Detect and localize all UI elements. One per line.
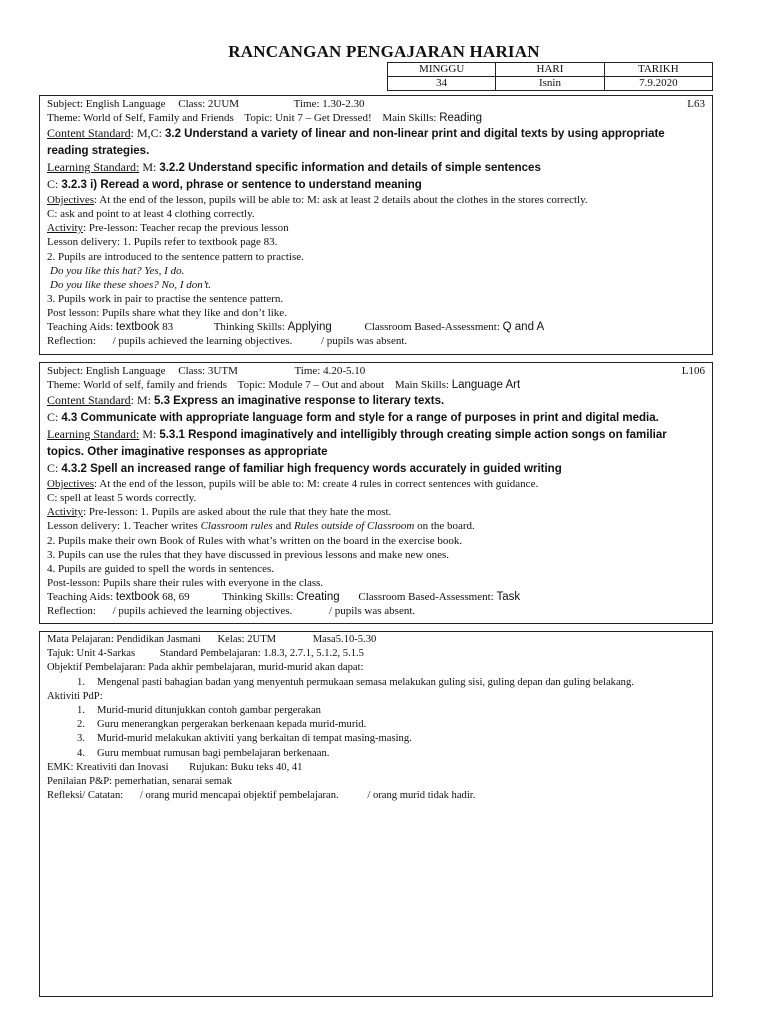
objektif: Objektif Pembelajaran: Pada akhir pembelajaran, murid-murid akan dapat:: [47, 662, 364, 674]
date-table-value-row: [388, 77, 713, 91]
thinking-skills-value: Creating: [296, 590, 340, 603]
reflection-label: Reflection:: [47, 335, 96, 348]
standard-pembelajaran: Standard Pembelajaran: 1.8.3, 2.7.1, 5.1.2, 5.1.5: [159, 648, 364, 660]
activity: [47, 221, 705, 235]
lesson-delivery: [47, 519, 705, 533]
delivery-text-b: and: [272, 520, 295, 533]
objectives-c: C: ask and point to at least 4 clothing correctly.: [47, 208, 255, 221]
step-3: 3. Pupils work in pair to practise the sentence pattern.: [47, 292, 284, 305]
learning-standard-text: 3.2.2 Understand specific information and details of simple sentences: [159, 162, 541, 175]
main-skills-label: Main Skills:: [382, 112, 437, 125]
aktiviti-item-3: [47, 732, 705, 746]
date-table-header-row: [388, 63, 713, 77]
teaching-aids-line: [47, 320, 705, 334]
c1-text: 4.3 Communicate with appropriate language form and style for a range of purposes in print and digital media.: [61, 412, 659, 425]
activity-text: : Pre-lesson: Teacher recap the previous lesson: [83, 222, 289, 235]
lesson2-theme-line: [47, 378, 705, 392]
example-question-2: Do you like these shoes? No, I don’t.: [50, 278, 211, 291]
aktiviti-item-2: [47, 718, 705, 732]
lesson-delivery: Lesson delivery: 1. Pupils refer to textbook page 83.: [47, 236, 278, 249]
aktiviti-item-1: [47, 704, 705, 718]
reflection-absent: / pupils was absent.: [328, 605, 416, 618]
main-skills: Language Art: [451, 379, 521, 392]
learning-standard-prefix: M:: [139, 160, 157, 175]
lesson3-header: [47, 633, 705, 647]
objectives: [47, 193, 705, 207]
c1-prefix: C:: [47, 410, 59, 425]
header-minggu: MINGGU: [388, 63, 496, 77]
lesson-block-1: [39, 95, 713, 355]
emk: EMK: Kreativiti dan Inovasi: [47, 761, 169, 773]
time: Masa5.10-5.30: [312, 634, 377, 645]
refleksi-achieved: / orang murid mencapai objektif pembelajaran.: [139, 790, 339, 802]
learning-standard-c: [47, 176, 705, 193]
thinking-skills-label: Thinking Skills:: [213, 321, 285, 334]
delivery-text-a: Lesson delivery: 1. Teacher writes: [47, 520, 201, 533]
time: Time: 4.20-5.10: [294, 365, 366, 377]
objectives-text: : At the end of the lesson, pupils will be able to: M: ask at least 2 details about the clothes in the stores correctly.: [94, 194, 588, 207]
content-standard-text: 3.2 Understand a variety of linear and non-linear print and digital texts by using appropriate reading strategies.: [47, 128, 665, 158]
value-tarikh: 7.9.2020: [604, 77, 712, 91]
item-number: 1.: [77, 705, 85, 717]
teaching-aids-line: [47, 590, 705, 604]
teaching-aids-value: textbook: [115, 321, 160, 334]
content-standard: [47, 125, 705, 159]
main-skills-label: Main Skills:: [394, 379, 449, 392]
content-standard-prefix: : M:: [130, 393, 151, 408]
objektif-item-1: [47, 676, 705, 690]
teaching-aids-pages: 83: [162, 321, 174, 334]
step-2: 2. Pupils make their own Book of Rules with what’s written on the board in the exercise book.: [47, 534, 463, 547]
time: Time: 1.30-2.30: [293, 98, 365, 110]
lesson-code: L106: [681, 365, 705, 377]
objectives-label: Objectives: [47, 194, 95, 207]
item-text: Murid-murid ditunjukkan contoh gambar pergerakan: [97, 705, 321, 717]
date-table: [387, 62, 713, 91]
delivery-italic-1: Classroom rules: [200, 520, 273, 533]
tajuk-line: [47, 647, 705, 661]
delivery-italic-2: Rules outside of Classroom: [294, 520, 415, 533]
c-prefix: C:: [47, 177, 59, 192]
value-hari: Isnin: [496, 77, 604, 91]
content-standard-label: Content Standard: [47, 393, 131, 408]
reflection-achieved: / pupils achieved the learning objectives.: [112, 335, 293, 348]
content-standard: [47, 392, 705, 409]
value-minggu: 34: [388, 77, 496, 91]
activity-text: : Pre-lesson: 1. Pupils are asked about the rule that they hate the most.: [83, 506, 392, 519]
reflection-label: Reflection:: [47, 605, 96, 618]
lesson-code: L63: [687, 98, 705, 110]
content-standard-label: Content Standard: [47, 126, 131, 141]
class: Kelas: 2UTM: [217, 634, 277, 645]
cba-value: Task: [496, 590, 521, 603]
learning-standard-prefix: M:: [139, 427, 157, 442]
example-question-1: Do you like this hat? Yes, I do.: [50, 264, 185, 277]
step-2: 2. Pupils are introduced to the sentence pattern to practise.: [47, 250, 304, 263]
step-3: 3. Pupils can use the rules that they have discussed in previous lessons and make new ones.: [47, 548, 450, 561]
post-lesson: Post lesson: Pupils share what they like and don’t like.: [47, 306, 287, 319]
objektif-item-number: 1.: [77, 676, 85, 688]
post-lesson: Post-lesson: Pupils share their rules with everyone in the class.: [47, 576, 324, 589]
learning-standard: [47, 426, 705, 460]
reflection-absent: / pupils was absent.: [320, 335, 408, 348]
lesson1-header: [47, 97, 705, 111]
cba-value: Q and A: [502, 321, 545, 334]
teaching-aids-pages: 68, 69: [162, 590, 190, 603]
activity: [47, 505, 705, 519]
c-text: 3.2.3 i) Reread a word, phrase or sentence to understand meaning: [61, 179, 422, 192]
learning-standard-label: Learning Standard:: [47, 427, 140, 442]
activity-label: Activity: [47, 222, 84, 235]
lesson-block-2: [39, 362, 713, 624]
objectives-c: C: spell at least 5 words correctly.: [47, 492, 197, 505]
thinking-skills-value: Applying: [287, 321, 332, 334]
refleksi-label: Refleksi/ Catatan:: [47, 790, 124, 802]
item-text: Murid-murid melakukan aktiviti yang berkaitan di tempat masing-masing.: [97, 733, 412, 745]
reflection: [47, 604, 705, 618]
theme: Theme: World of Self, Family and Friends: [47, 112, 234, 125]
lesson2-header: [47, 364, 705, 378]
learning-standard-c: [47, 460, 705, 477]
objektif-item-text: Mengenal pasti bahagian badan yang menyentuh permukaan semasa melakukan guling sisi, guling depan dan guling belakang.: [97, 676, 634, 688]
item-text: Guru membuat rumusan bagi pembelajaran berkenaan.: [97, 747, 330, 759]
delivery-text-c: on the board.: [414, 520, 475, 533]
reflection: [47, 334, 705, 348]
aktiviti: Aktiviti PdP:: [47, 690, 103, 702]
refleksi: [47, 789, 705, 803]
learning-standard-text: 5.3.1 Respond imaginatively and intelligibly through creating simple action songs on familiar topics. Other imaginative responses as appropriate: [47, 429, 667, 459]
learning-standard-label: Learning Standard:: [47, 160, 140, 175]
content-standard-text: 5.3 Express an imaginative response to literary texts.: [154, 395, 445, 408]
subject: Subject: English Language: [47, 365, 166, 377]
class: Class: 2UUM: [178, 98, 240, 110]
main-skills: Reading: [439, 112, 483, 125]
refleksi-absent: / orang murid tidak hadir.: [367, 790, 476, 802]
item-number: 2.: [77, 719, 85, 731]
emk-line: [47, 761, 705, 775]
item-number: 3.: [77, 733, 85, 745]
objectives: [47, 477, 705, 491]
topic: Topic: Unit 7 – Get Dressed!: [244, 112, 372, 125]
penilaian: Penilaian P&P: pemerhatian, senarai semak: [47, 776, 233, 788]
teaching-aids-label: Teaching Aids:: [47, 321, 114, 334]
item-text: Guru menerangkan pergerakan berkenaan kepada murid-murid.: [97, 719, 367, 731]
content-standard-prefix: : M,C:: [130, 126, 162, 141]
topic: Topic: Module 7 – Out and about: [237, 379, 385, 392]
class: Class: 3UTM: [178, 365, 238, 377]
teaching-aids-value: textbook: [115, 590, 160, 603]
theme: Theme: World of self, family and friends: [47, 379, 228, 392]
header-tarikh: TARIKH: [604, 63, 712, 77]
objectives-text: : At the end of the lesson, pupils will be able to: M: create 4 rules in correct sentences with guidance.: [94, 478, 539, 491]
learning-standard: [47, 159, 705, 176]
objectives-label: Objectives: [47, 478, 95, 491]
cba-label: Classroom Based-Assessment:: [358, 590, 494, 603]
c2-text: 4.3.2 Spell an increased range of familiar high frequency words accurately in guided writing: [61, 463, 562, 476]
reflection-achieved: / pupils achieved the learning objectives.: [112, 605, 293, 618]
page-title: RANCANGAN PENGAJARAN HARIAN: [228, 42, 540, 61]
header-hari: HARI: [496, 63, 604, 77]
subject: Mata Pelajaran: Pendidikan Jasmani: [47, 634, 201, 645]
c2-prefix: C:: [47, 461, 59, 476]
step-4: 4. Pupils are guided to spell the words in sentences.: [47, 562, 274, 575]
lesson1-theme-line: [47, 111, 705, 125]
thinking-skills-label: Thinking Skills:: [222, 590, 294, 603]
content-standard-c: [47, 409, 705, 426]
item-number: 4.: [77, 747, 85, 759]
tajuk: Tajuk: Unit 4-Sarkas: [47, 648, 136, 660]
rujukan: Rujukan: Buku teks 40, 41: [189, 761, 303, 773]
subject: Subject: English Language: [47, 98, 166, 110]
cba-label: Classroom Based-Assessment:: [364, 321, 500, 334]
activity-label: Activity: [47, 506, 84, 519]
lesson-block-3: [39, 631, 713, 997]
aktiviti-item-4: [47, 747, 705, 761]
teaching-aids-label: Teaching Aids:: [47, 590, 114, 603]
